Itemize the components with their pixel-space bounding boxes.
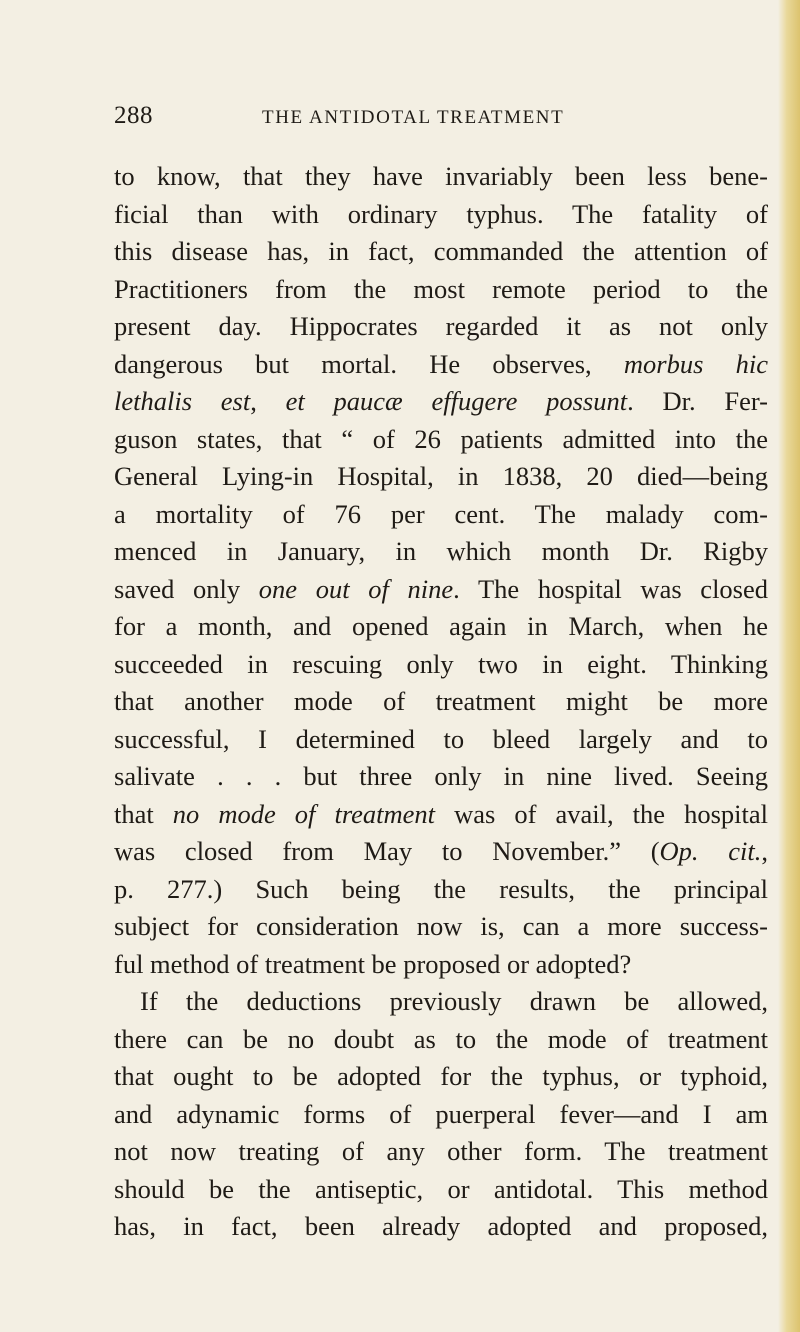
text-line xyxy=(114,383,768,421)
text-segment: to know, that they have invariably been less bene- xyxy=(114,161,768,191)
text-line xyxy=(114,571,768,609)
text-segment: . Dr. Fer- xyxy=(627,386,768,416)
text-line xyxy=(114,758,768,796)
text-segment: dangerous but mortal. He observes, xyxy=(114,348,624,379)
text-segment: ful method of treatment be proposed or adopted? xyxy=(114,948,632,979)
body-text xyxy=(114,158,768,1246)
italic-text: et paucæ effugere possunt xyxy=(285,386,628,416)
text-segment: Practitioners from the most remote period to the xyxy=(114,273,768,304)
text-line xyxy=(114,496,768,534)
text-segment: ficial than with ordinary typhus. The fatality of xyxy=(114,198,768,229)
text-line xyxy=(114,608,768,646)
text-segment: and adynamic forms of puerperal fever—and I am xyxy=(114,1098,768,1129)
text-line xyxy=(114,833,768,871)
text-line xyxy=(114,233,768,271)
text-line xyxy=(114,908,768,946)
text-segment: salivate . . . but three only in nine lived. Seeing xyxy=(114,761,768,791)
text-line xyxy=(114,458,768,496)
text-segment: subject for consideration now is, can a more success- xyxy=(114,911,768,941)
text-segment: that another mode of treatment might be more xyxy=(114,686,768,716)
text-line xyxy=(114,1058,768,1096)
text-segment: not now treating of any other form. The treatment xyxy=(114,1136,768,1166)
running-head: THE ANTIDOTAL TREATMENT xyxy=(262,107,565,128)
text-line xyxy=(114,196,768,234)
text-line xyxy=(114,721,768,759)
text-line xyxy=(114,946,768,984)
italic-text: morbus hic xyxy=(623,348,768,379)
page-edge xyxy=(778,0,800,1332)
italic-text: Op. cit. xyxy=(659,836,762,866)
text-segment: menced in January, in which month Dr. Rigby xyxy=(114,536,768,566)
text-segment: a mortality of 76 per cent. The malady com- xyxy=(114,498,768,529)
text-line xyxy=(114,346,768,384)
text-segment: that ought to be adopted for the typhus, or typhoid, xyxy=(114,1061,768,1091)
text-line xyxy=(114,1171,768,1209)
italic-text: one out of nine xyxy=(258,573,454,604)
text-segment: was of avail, the hospital xyxy=(435,798,768,829)
text-segment: has, in fact, been already adopted and proposed, xyxy=(114,1211,768,1241)
text-segment: there can be no doubt as to the mode of treatment xyxy=(114,1023,768,1054)
text-line xyxy=(114,158,768,196)
text-segment: that xyxy=(114,798,173,829)
page-header xyxy=(114,102,764,136)
text-line xyxy=(114,1021,768,1059)
text-segment: should be the antiseptic, or antidotal. This method xyxy=(114,1173,768,1204)
text-segment: , xyxy=(761,836,768,866)
text-segment: successful, I determined to bleed largely and to xyxy=(114,723,768,754)
text-segment: present day. Hippocrates regarded it as not only xyxy=(114,311,768,341)
text-segment: p. 277.) Such being the results, the principal xyxy=(114,873,768,904)
text-segment: General Lying-in Hospital, in 1838, 20 died—being xyxy=(114,461,768,491)
text-line xyxy=(114,308,768,346)
text-line xyxy=(114,271,768,309)
text-segment: this disease has, in fact, commanded the attention of xyxy=(114,236,768,266)
text-line xyxy=(114,983,768,1021)
text-segment: , xyxy=(250,386,286,416)
text-segment: was closed from May to November.” ( xyxy=(114,836,660,866)
text-segment: guson states, that “ of 26 patients admitted into the xyxy=(114,423,768,454)
text-segment: If the deductions previously drawn be allowed, xyxy=(140,986,768,1016)
text-segment: for a month, and opened again in March, when he xyxy=(114,611,768,641)
text-line xyxy=(114,796,768,834)
italic-text: lethalis est xyxy=(114,386,251,416)
text-line xyxy=(114,1096,768,1134)
italic-text: no mode of treatment xyxy=(172,798,436,829)
text-line xyxy=(114,646,768,684)
text-segment: . The hospital was closed xyxy=(453,573,768,604)
text-line xyxy=(114,1133,768,1171)
text-segment: succeeded in rescuing only two in eight. Thinking xyxy=(114,648,768,679)
text-line xyxy=(114,533,768,571)
text-line xyxy=(114,421,768,459)
page-number: 288 xyxy=(114,102,153,129)
text-line xyxy=(114,871,768,909)
text-line xyxy=(114,1208,768,1246)
text-line xyxy=(114,683,768,721)
text-segment: saved only xyxy=(114,573,259,604)
